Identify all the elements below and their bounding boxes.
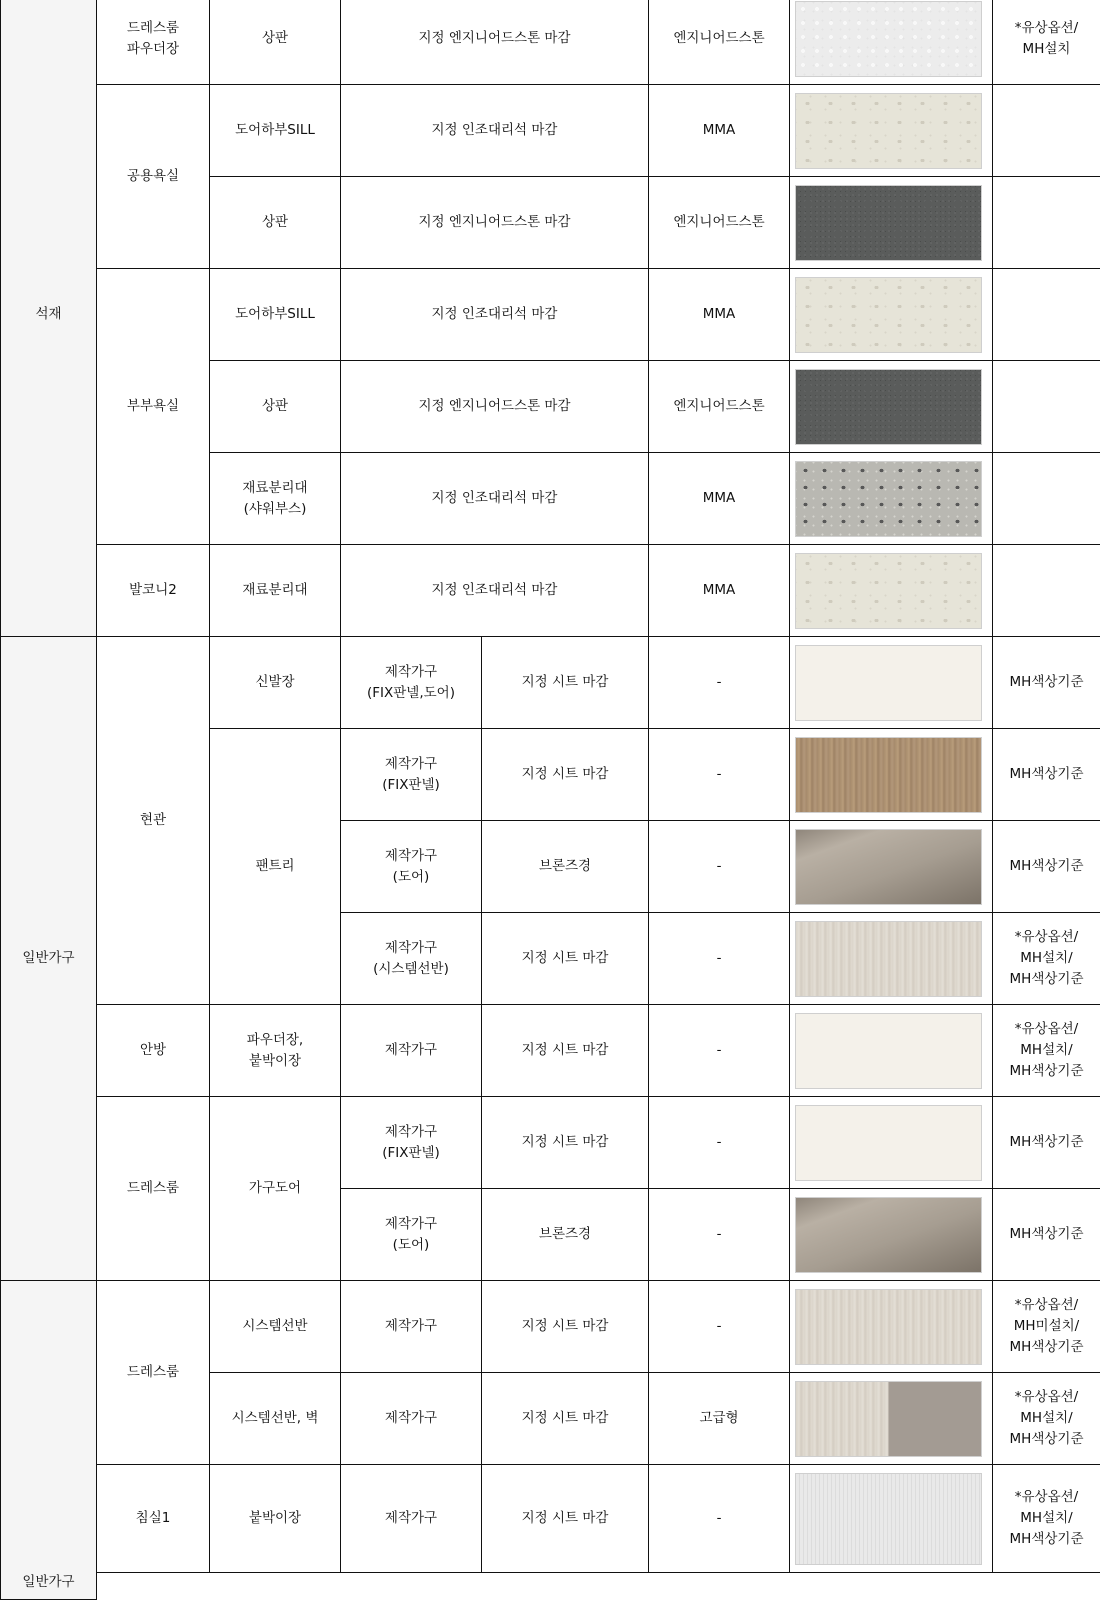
room-cell — [96, 84, 210, 269]
category-cell — [0, 636, 97, 1281]
spec-cell — [481, 1372, 649, 1465]
swatch-cell — [789, 636, 993, 729]
note-cell — [992, 360, 1100, 453]
grade-cell — [648, 544, 790, 637]
category-cell — [0, 1280, 97, 1600]
grade-cell-text: MMA — [702, 122, 736, 138]
type-cell-text: 제작가구 — [384, 1510, 438, 1526]
spec-cell-text: 지정 시트 마감 — [521, 1510, 609, 1526]
spec-cell-text: 지정 시트 마감 — [521, 1134, 609, 1150]
type-cell — [340, 1004, 482, 1097]
swatch-cell — [789, 728, 993, 821]
white-quartz-swatch — [795, 1, 982, 77]
swatch-cell — [789, 820, 993, 913]
type-cell — [340, 1188, 482, 1281]
note-cell-text: MH색상기준 — [1009, 674, 1084, 690]
swatch-cell — [789, 1188, 993, 1281]
category-cell — [0, 0, 97, 637]
type-cell-text: 제작가구 (FIX판넬,도어) — [367, 663, 455, 701]
swatch-cell — [789, 1464, 993, 1573]
part-cell — [209, 176, 341, 269]
note-cell-text: MH색상기준 — [1009, 766, 1084, 782]
type-cell — [340, 912, 482, 1005]
category-cell-text: 일반가구 — [22, 950, 75, 966]
swatch-cell — [789, 1096, 993, 1189]
part-cell — [209, 544, 341, 637]
part-cell-text: 파우더장, 붙박이장 — [246, 1031, 304, 1069]
part-cell — [209, 1096, 341, 1281]
room-cell — [96, 636, 210, 1005]
grade-cell-text: - — [716, 1134, 722, 1150]
grade-cell-text: - — [716, 950, 722, 966]
spec-cell-text: 지정 엔지니어드스톤 마감 — [418, 214, 571, 230]
part-cell — [209, 84, 341, 177]
light-wood-and-taupe-swatch — [795, 1381, 982, 1457]
grade-cell-text: 엔지니어드스톤 — [673, 398, 765, 414]
grade-cell — [648, 1188, 790, 1281]
swatch-cell — [789, 84, 993, 177]
category-cell-text: 일반가구 — [22, 1574, 75, 1590]
type-cell-text: 제작가구 (도어) — [384, 847, 438, 885]
type-cell — [340, 1372, 482, 1465]
spec-cell — [340, 544, 649, 637]
type-cell — [340, 636, 482, 729]
type-cell — [340, 728, 482, 821]
spec-cell — [481, 1096, 649, 1189]
note-cell — [992, 1188, 1100, 1281]
grade-cell-text: MMA — [702, 490, 736, 506]
part-cell-text: 상판 — [261, 214, 289, 230]
note-cell — [992, 544, 1100, 637]
part-cell-text: 재료분리대 (샤워부스) — [242, 479, 308, 517]
grade-cell-text: 고급형 — [699, 1410, 739, 1426]
grade-cell-text: - — [716, 766, 722, 782]
grade-cell — [648, 912, 790, 1005]
part-cell — [209, 636, 341, 729]
spec-cell — [481, 1004, 649, 1097]
white-striped-sheet-swatch — [795, 1473, 982, 1565]
spec-cell-text: 지정 엔지니어드스톤 마감 — [418, 30, 571, 46]
part-cell — [209, 1280, 341, 1373]
part-cell-text: 시스템선반 — [242, 1318, 308, 1334]
part-cell — [209, 0, 341, 85]
spec-cell-text: 지정 시트 마감 — [521, 1318, 609, 1334]
note-cell-text: *유상옵션/ MH설치 — [1014, 19, 1079, 57]
part-cell — [209, 1004, 341, 1097]
note-cell — [992, 176, 1100, 269]
swatch-cell — [789, 268, 993, 361]
beige-terrazzo-swatch — [795, 553, 982, 629]
grade-cell — [648, 176, 790, 269]
swatch-cell — [789, 544, 993, 637]
swatch-cell — [789, 360, 993, 453]
dark-gray-stone-swatch — [795, 185, 982, 261]
spec-cell-text: 지정 인조대리석 마감 — [431, 122, 558, 138]
part-cell-text: 시스템선반, 벽 — [231, 1410, 319, 1426]
spec-cell — [340, 360, 649, 453]
room-cell — [96, 544, 210, 637]
spec-cell-text: 지정 시트 마감 — [521, 766, 609, 782]
spec-cell-text: 지정 시트 마감 — [521, 674, 609, 690]
grade-cell — [648, 1280, 790, 1373]
grade-cell — [648, 1464, 790, 1573]
note-cell — [992, 84, 1100, 177]
part-cell — [209, 268, 341, 361]
part-cell-text: 가구도어 — [248, 1180, 302, 1196]
spec-cell-text: 지정 시트 마감 — [521, 950, 609, 966]
room-cell — [96, 0, 210, 85]
grade-cell — [648, 452, 790, 545]
bronze-mirror-swatch — [795, 1197, 982, 1273]
note-cell — [992, 1280, 1100, 1373]
room-cell-text: 드레스룸 — [126, 1180, 180, 1196]
part-cell-text: 도어하부SILL — [235, 306, 315, 322]
part-cell — [209, 360, 341, 453]
light-wood-swatch — [795, 921, 982, 997]
type-cell — [340, 1280, 482, 1373]
note-cell — [992, 0, 1100, 85]
note-cell — [992, 1096, 1100, 1189]
note-cell — [992, 1004, 1100, 1097]
category-cell-text: 석재 — [35, 306, 62, 322]
part-cell-text: 상판 — [261, 30, 289, 46]
swatch-cell — [789, 176, 993, 269]
spec-cell — [481, 1464, 649, 1573]
note-cell — [992, 1372, 1100, 1465]
grade-cell — [648, 84, 790, 177]
note-cell-text: *유상옵션/ MH설치/ MH색상기준 — [1009, 1021, 1084, 1079]
note-cell — [992, 728, 1100, 821]
room-cell-text: 현관 — [139, 812, 167, 828]
spec-cell — [340, 176, 649, 269]
note-cell-text: MH색상기준 — [1009, 1226, 1084, 1242]
swatch-cell — [789, 0, 993, 85]
grade-cell — [648, 1004, 790, 1097]
room-cell — [96, 268, 210, 545]
cream-sheet-swatch — [795, 1105, 982, 1181]
note-cell — [992, 820, 1100, 913]
swatch-cell — [789, 912, 993, 1005]
bronze-mirror-swatch — [795, 829, 982, 905]
note-cell — [992, 912, 1100, 1005]
note-cell — [992, 636, 1100, 729]
dark-gray-stone-swatch — [795, 369, 982, 445]
swatch-cell — [789, 1372, 993, 1465]
spec-cell — [481, 728, 649, 821]
cream-sheet-swatch — [795, 645, 982, 721]
oak-wood-swatch — [795, 737, 982, 813]
room-cell-text: 드레스룸 — [126, 1364, 180, 1380]
grade-cell — [648, 820, 790, 913]
spec-cell-text: 브론즈경 — [538, 1226, 592, 1242]
note-cell-text: *유상옵션/ MH미설치/ MH색상기준 — [1009, 1297, 1084, 1355]
part-cell-text: 도어하부SILL — [235, 122, 315, 138]
part-cell — [209, 1464, 341, 1573]
grade-cell-text: 엔지니어드스톤 — [673, 30, 765, 46]
note-cell-text: *유상옵션/ MH설치/ MH색상기준 — [1009, 1489, 1084, 1547]
type-cell-text: 제작가구 — [384, 1042, 438, 1058]
spec-cell — [340, 84, 649, 177]
beige-terrazzo-swatch — [795, 93, 982, 169]
grade-cell — [648, 360, 790, 453]
part-cell-text: 팬트리 — [255, 858, 295, 874]
spec-cell-text: 지정 시트 마감 — [521, 1410, 609, 1426]
grade-cell — [648, 728, 790, 821]
part-cell-text: 상판 — [261, 398, 289, 414]
grade-cell-text: 엔지니어드스톤 — [673, 214, 765, 230]
grade-cell-text: - — [716, 674, 722, 690]
grade-cell-text: - — [716, 1226, 722, 1242]
room-cell — [96, 1004, 210, 1097]
type-cell-text: 제작가구 — [384, 1318, 438, 1334]
room-cell — [96, 1280, 210, 1465]
part-cell — [209, 728, 341, 1005]
type-cell-text: 제작가구 (도어) — [384, 1215, 438, 1253]
note-cell — [992, 1464, 1100, 1573]
grade-cell-text: - — [716, 1510, 722, 1526]
note-cell-text: MH색상기준 — [1009, 858, 1084, 874]
note-cell-text: MH색상기준 — [1009, 1134, 1084, 1150]
grade-cell — [648, 1096, 790, 1189]
type-cell — [340, 820, 482, 913]
spec-cell-text: 브론즈경 — [538, 858, 592, 874]
gray-speckled-swatch — [795, 461, 982, 537]
grade-cell-text: - — [716, 858, 722, 874]
spec-cell-text: 지정 인조대리석 마감 — [431, 306, 558, 322]
swatch-cell — [789, 452, 993, 545]
type-cell-text: 제작가구 (FIX판넬) — [382, 755, 440, 793]
spec-cell-text: 지정 인조대리석 마감 — [431, 490, 558, 506]
spec-cell-text: 지정 시트 마감 — [521, 1042, 609, 1058]
room-cell-text: 침실1 — [135, 1510, 171, 1526]
note-cell-text: *유상옵션/ MH설치/ MH색상기준 — [1009, 1389, 1084, 1447]
spec-cell-text: 지정 인조대리석 마감 — [431, 582, 558, 598]
type-cell — [340, 1464, 482, 1573]
light-wood-swatch — [795, 1289, 982, 1365]
spec-cell — [481, 1280, 649, 1373]
note-cell — [992, 268, 1100, 361]
swatch-cell — [789, 1280, 993, 1373]
room-cell-text: 안방 — [139, 1042, 167, 1058]
type-cell — [340, 1096, 482, 1189]
grade-cell — [648, 268, 790, 361]
spec-cell — [481, 1188, 649, 1281]
type-cell-text: 제작가구 (FIX판넬) — [382, 1123, 440, 1161]
spec-cell — [481, 912, 649, 1005]
swatch-cell — [789, 1004, 993, 1097]
beige-terrazzo-swatch — [795, 277, 982, 353]
room-cell-text: 부부욕실 — [126, 398, 180, 414]
grade-cell-text: MMA — [702, 582, 736, 598]
part-cell-text: 재료분리대 — [242, 582, 308, 598]
grade-cell — [648, 1372, 790, 1465]
room-cell-text: 공용욕실 — [126, 168, 180, 184]
spec-cell-text: 지정 엔지니어드스톤 마감 — [418, 398, 571, 414]
room-cell — [96, 1096, 210, 1281]
note-cell — [992, 452, 1100, 545]
part-cell — [209, 452, 341, 545]
type-cell-text: 제작가구 — [384, 1410, 438, 1426]
grade-cell-text: MMA — [702, 306, 736, 322]
room-cell-text: 드레스룸 파우더장 — [126, 19, 180, 57]
grade-cell — [648, 0, 790, 85]
part-cell — [209, 1372, 341, 1465]
spec-cell — [340, 452, 649, 545]
grade-cell — [648, 636, 790, 729]
spec-cell — [340, 268, 649, 361]
part-cell-text: 신발장 — [255, 674, 295, 690]
room-cell-text: 발코니2 — [129, 582, 177, 598]
room-cell — [96, 1464, 210, 1573]
note-cell-text: *유상옵션/ MH설치/ MH색상기준 — [1009, 929, 1084, 987]
grade-cell-text: - — [716, 1042, 722, 1058]
spec-cell — [481, 820, 649, 913]
type-cell-text: 제작가구 (시스템선반) — [373, 939, 449, 977]
spec-cell — [340, 0, 649, 85]
spec-cell — [481, 636, 649, 729]
part-cell-text: 붙박이장 — [248, 1510, 302, 1526]
grade-cell-text: - — [716, 1318, 722, 1334]
cream-sheet-swatch — [795, 1013, 982, 1089]
